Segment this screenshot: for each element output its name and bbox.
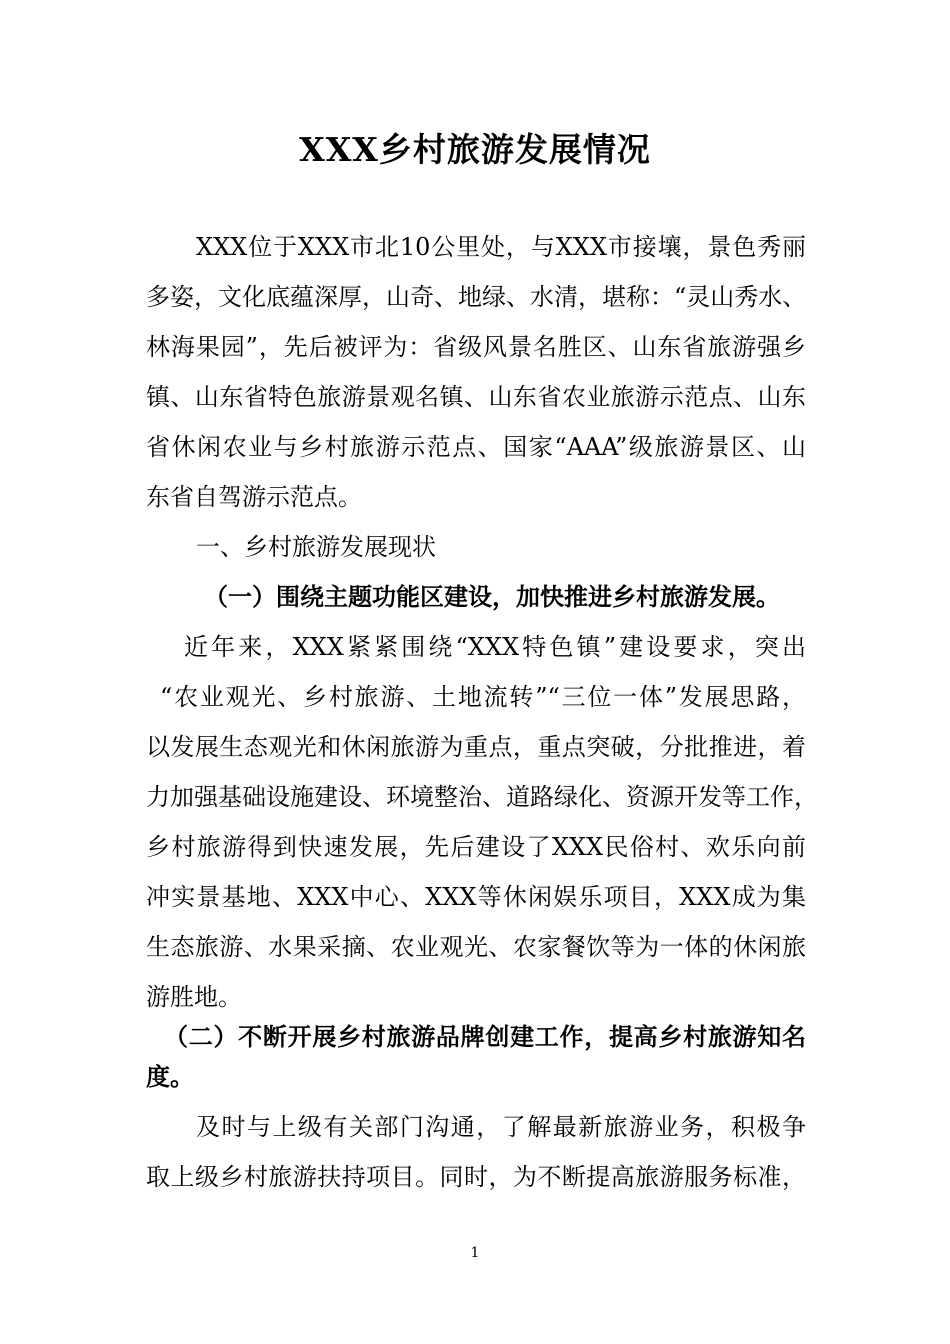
- sub1-line-6: 冲实景基地、XXX中心、XXX等休闲娱乐项目，XXX成为集: [146, 883, 806, 911]
- sub1-line-3: 以发展生态观光和休闲旅游为重点，重点突破，分批推进，着: [146, 733, 806, 761]
- subsection-heading-1: （一）围绕主题功能区建设，加快推进乡村旅游发展。: [204, 582, 780, 611]
- intro-line-2: 多姿，文化底蕴深厚，山奇、地绿、水清，堪称：“灵山秀水、: [146, 283, 807, 311]
- intro-line-1: XXX位于XXX市北10公里处，与XXX市接壤，景色秀丽: [196, 233, 806, 261]
- page-number: 1: [470, 1245, 480, 1261]
- sub1-line-8: 游胜地。: [146, 983, 242, 1011]
- section-heading-1: 一、乡村旅游发展现状: [196, 533, 436, 561]
- sub1-line-7: 生态旅游、水果采摘、农业观光、农家餐饮等为一体的休闲旅: [146, 933, 806, 961]
- sub2-line-1: 及时与上级有关部门沟通，了解最新旅游业务，积极争: [196, 1113, 806, 1141]
- sub1-line-2: “农业观光、乡村旅游、土地流转”“三位一体”发展思路，: [160, 683, 806, 711]
- document-title: XXX乡村旅游发展情况: [299, 130, 651, 169]
- subsection-heading-2-line-1: （二）不断开展乡村旅游品牌创建工作，提高乡村旅游知名: [164, 1022, 806, 1051]
- sub2-line-2: 取上级乡村旅游扶持项目。同时，为不断提高旅游服务标准，: [146, 1163, 806, 1191]
- sub1-line-4: 力加强基础设施建设、环境整治、道路绿化、资源开发等工作，: [146, 783, 818, 811]
- intro-line-3: 林海果园”，先后被评为：省级风景名胜区、山东省旅游强乡: [146, 333, 806, 361]
- intro-line-6: 东省自驾游示范点。: [146, 483, 362, 511]
- sub1-line-5: 乡村旅游得到快速发展，先后建设了XXX民俗村、欢乐向前: [146, 833, 806, 861]
- intro-line-4: 镇、山东省特色旅游景观名镇、山东省农业旅游示范点、山东: [146, 383, 806, 411]
- intro-line-5: 省休闲农业与乡村旅游示范点、国家“AAA”级旅游景区、山: [146, 433, 806, 461]
- subsection-heading-2-line-2: 度。: [146, 1062, 194, 1091]
- sub1-line-1: 近年来，XXX紧紧围绕“XXX特色镇”建设要求，突出: [184, 633, 806, 661]
